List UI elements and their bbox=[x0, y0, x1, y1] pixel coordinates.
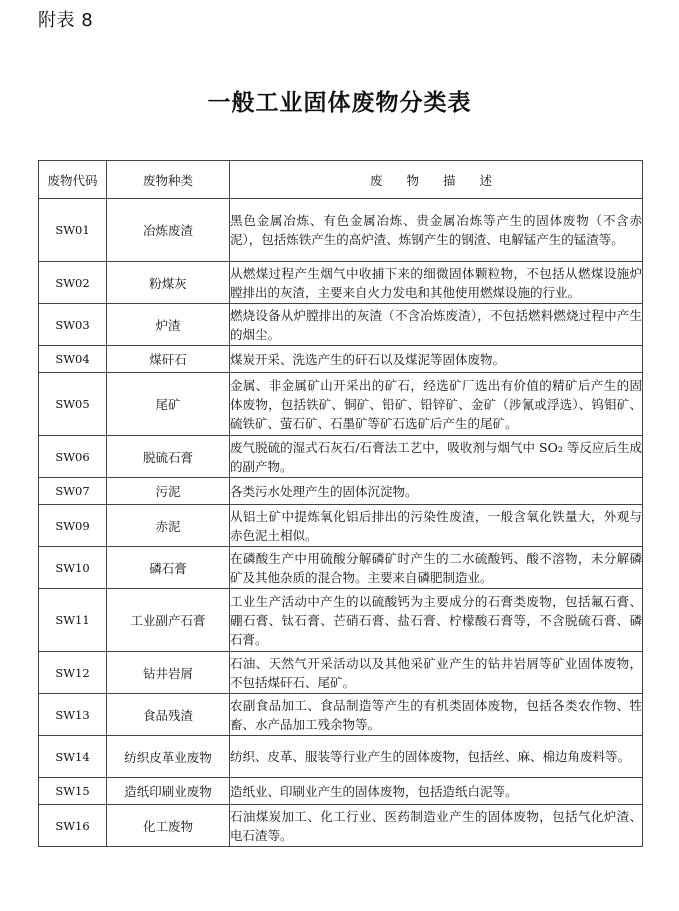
column-header-description: 废 物 描 述 bbox=[230, 161, 643, 199]
waste-type: 炉渣 bbox=[107, 304, 230, 346]
waste-type: 冶炼废渣 bbox=[107, 199, 230, 262]
waste-code: SW16 bbox=[39, 805, 107, 847]
waste-code: SW12 bbox=[39, 652, 107, 694]
waste-description: 从铝土矿中提炼氧化铝后排出的污染性废渣，一般含氧化铁量大，外观与赤色泥土相似。 bbox=[230, 505, 643, 547]
table-row bbox=[39, 652, 643, 694]
table-row bbox=[39, 547, 643, 589]
waste-code: SW01 bbox=[39, 199, 107, 262]
waste-type: 尾矿 bbox=[107, 373, 230, 436]
waste-type: 磷石膏 bbox=[107, 547, 230, 589]
waste-code: SW07 bbox=[39, 478, 107, 505]
table-row bbox=[39, 304, 643, 346]
waste-code: SW15 bbox=[39, 778, 107, 805]
table-row bbox=[39, 478, 643, 505]
waste-type: 粉煤灰 bbox=[107, 262, 230, 304]
waste-description: 金属、非金属矿山开采出的矿石，经选矿厂选出有价值的精矿后产生的固体废物，包括铁矿、铜矿、铅矿、铅锌矿、金矿（涉氰或浮选）、钨钼矿、硫铁矿、萤石矿、石墨矿等矿石选矿后产生的尾矿。 bbox=[230, 373, 643, 436]
waste-code: SW13 bbox=[39, 694, 107, 736]
table-row bbox=[39, 694, 643, 736]
waste-type: 食品残渣 bbox=[107, 694, 230, 736]
table-row bbox=[39, 736, 643, 778]
waste-type: 煤矸石 bbox=[107, 346, 230, 373]
table-row bbox=[39, 373, 643, 436]
table-row bbox=[39, 805, 643, 847]
waste-classification-table bbox=[38, 160, 643, 847]
waste-description: 黑色金属冶炼、有色金属冶炼、贵金属冶炼等产生的固体废物（不含赤泥），包括炼铁产生的高炉渣、炼钢产生的钢渣、电解锰产生的锰渣等。 bbox=[230, 199, 643, 262]
waste-code: SW10 bbox=[39, 547, 107, 589]
waste-code: SW14 bbox=[39, 736, 107, 778]
table-row bbox=[39, 346, 643, 373]
table-row bbox=[39, 436, 643, 478]
waste-code: SW02 bbox=[39, 262, 107, 304]
waste-type: 脱硫石膏 bbox=[107, 436, 230, 478]
waste-code: SW03 bbox=[39, 304, 107, 346]
waste-type: 造纸印刷业废物 bbox=[107, 778, 230, 805]
column-header-code: 废物代码 bbox=[39, 161, 107, 199]
waste-description: 煤炭开采、洗选产生的矸石以及煤泥等固体废物。 bbox=[230, 346, 643, 373]
waste-description: 石油、天然气开采活动以及其他采矿业产生的钻井岩屑等矿业固体废物，不包括煤矸石、尾矿。 bbox=[230, 652, 643, 694]
waste-description: 各类污水处理产生的固体沉淀物。 bbox=[230, 478, 643, 505]
waste-description: 在磷酸生产中用硫酸分解磷矿时产生的二水硫酸钙、酸不溶物，未分解磷矿及其他杂质的混合物。主要来自磷肥制造业。 bbox=[230, 547, 643, 589]
waste-code: SW05 bbox=[39, 373, 107, 436]
table-header-row bbox=[39, 161, 643, 199]
waste-description: 石油煤炭加工、化工行业、医药制造业产生的固体废物，包括气化炉渣、电石渣等。 bbox=[230, 805, 643, 847]
waste-type: 钻井岩屑 bbox=[107, 652, 230, 694]
table-row bbox=[39, 199, 643, 262]
waste-code: SW09 bbox=[39, 505, 107, 547]
waste-description: 纺织、皮革、服装等行业产生的固体废物，包括丝、麻、棉边角废料等。 bbox=[230, 736, 643, 778]
waste-code: SW11 bbox=[39, 589, 107, 652]
table-row bbox=[39, 778, 643, 805]
waste-description: 工业生产活动中产生的以硫酸钙为主要成分的石膏类废物，包括氟石膏、硼石膏、钛石膏、芒硝石膏、盐石膏、柠檬酸石膏等，不含脱硫石膏、磷石膏。 bbox=[230, 589, 643, 652]
table-row bbox=[39, 505, 643, 547]
waste-type: 化工废物 bbox=[107, 805, 230, 847]
waste-description: 从燃煤过程产生烟气中收捕下来的细微固体颗粒物，不包括从燃煤设施炉膛排出的灰渣，主要来自火力发电和其他使用燃煤设施的行业。 bbox=[230, 262, 643, 304]
waste-description: 农副食品加工、食品制造等产生的有机类固体废物，包括各类农作物、牲畜、水产品加工残余物等。 bbox=[230, 694, 643, 736]
waste-description: 废气脱硫的湿式石灰石/石膏法工艺中，吸收剂与烟气中 SO₂ 等反应后生成的副产物。 bbox=[230, 436, 643, 478]
waste-code: SW06 bbox=[39, 436, 107, 478]
waste-description: 燃烧设备从炉膛排出的灰渣（不含冶炼废渣），不包括燃料燃烧过程中产生的烟尘。 bbox=[230, 304, 643, 346]
waste-type: 工业副产石膏 bbox=[107, 589, 230, 652]
table-row bbox=[39, 262, 643, 304]
waste-type: 纺织皮革业废物 bbox=[107, 736, 230, 778]
waste-type: 污泥 bbox=[107, 478, 230, 505]
table-row bbox=[39, 589, 643, 652]
annex-label: 附表 8 bbox=[38, 10, 94, 31]
waste-code: SW04 bbox=[39, 346, 107, 373]
column-header-type: 废物种类 bbox=[107, 161, 230, 199]
waste-type: 赤泥 bbox=[107, 505, 230, 547]
waste-description: 造纸业、印刷业产生的固体废物，包括造纸白泥等。 bbox=[230, 778, 643, 805]
page-title: 一般工业固体废物分类表 bbox=[207, 90, 472, 116]
